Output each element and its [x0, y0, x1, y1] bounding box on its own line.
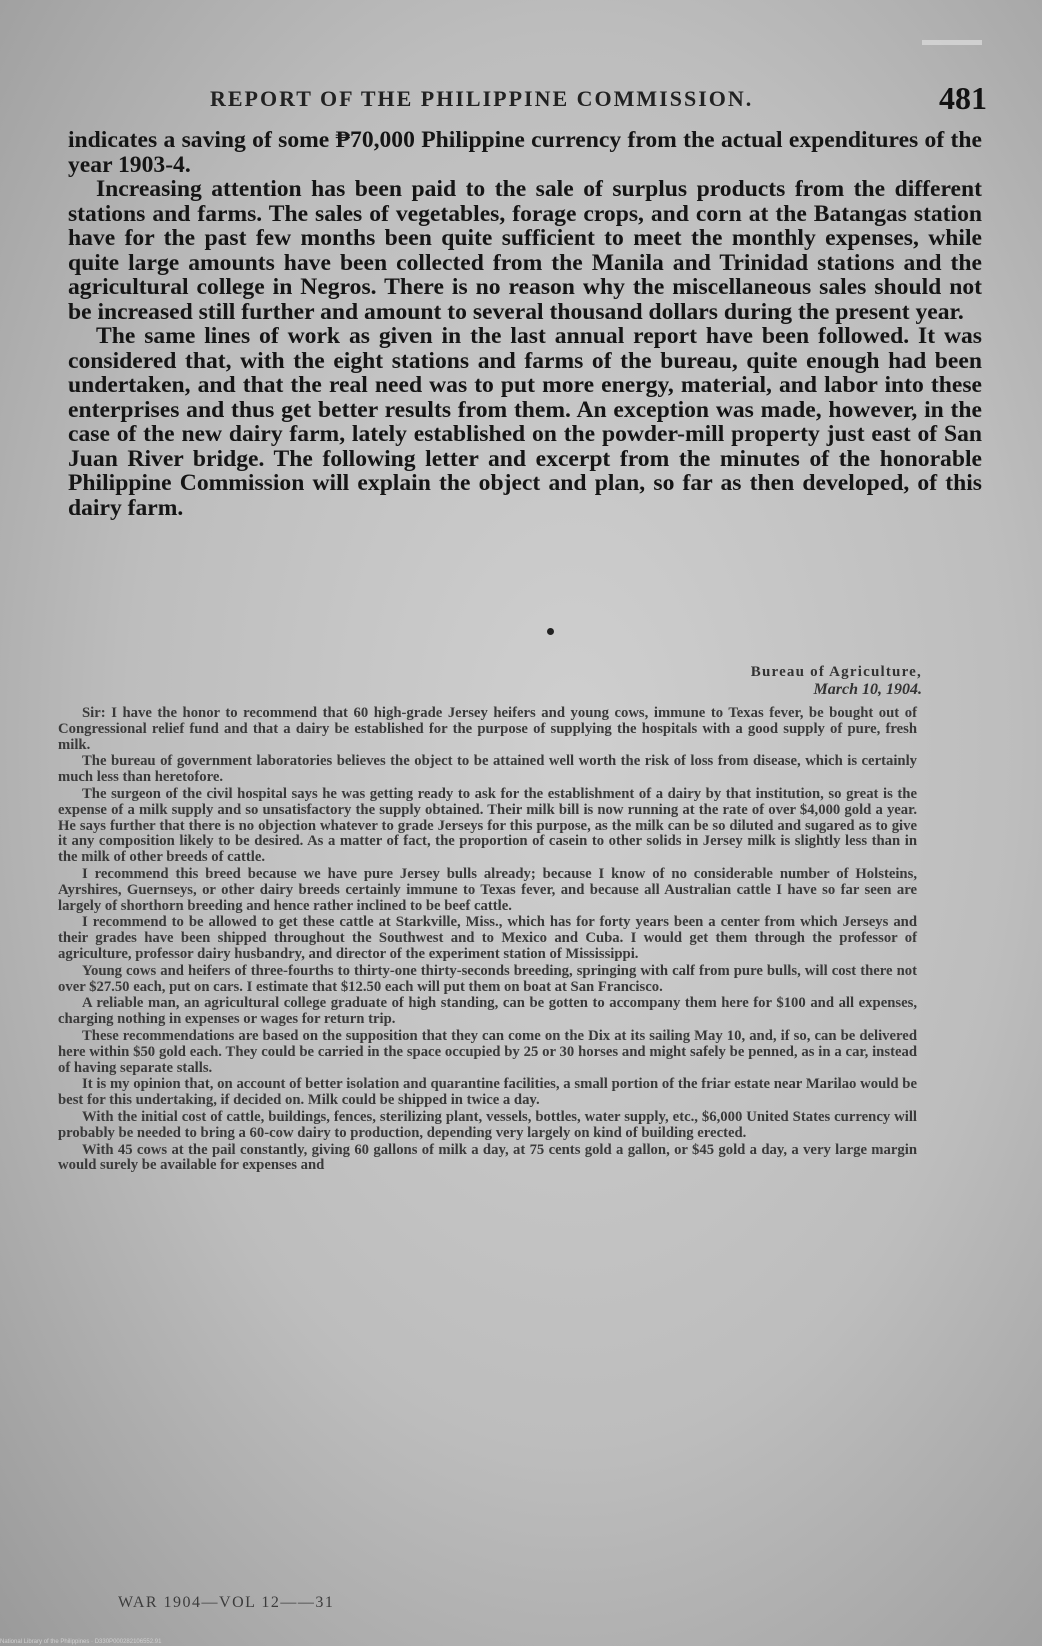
letter-date: March 10, 1904.: [813, 681, 922, 698]
separator-dot: [547, 628, 554, 635]
letter-paragraph: The bureau of government laboratories believes the object to be attained well worth the risk of loss from disease, which is certainly much less than heretofore.: [58, 753, 917, 786]
letter-paragraph: Sir: I have the honor to recommend that 60 high-grade Jersey heifers and young cows, immune to Texas fever, be bought out of Congressional relief fund and that a dairy be established for the purpose of supplying the hospitals with a good supply of pure, fresh milk.: [58, 705, 917, 753]
letter-paragraph: With the initial cost of cattle, buildings, fences, sterilizing plant, vessels, bottles, water supply, etc., $6,000 United States currency will probably be needed to bring a 60-cow dairy to production, depending very largely on kind of building erected.: [58, 1108, 917, 1141]
letter-organization: Bureau of Agriculture,: [750, 664, 922, 680]
letter-paragraph: Young cows and heifers of three-fourths to thirty-one thirty-seconds breeding, springing with calf from pure bulls, will cost there not over $27.50 each, put on cars. I estimate that $12.50 each will put them on boat at San Francisco.: [58, 962, 917, 995]
letter-paragraph: The surgeon of the civil hospital says he was getting ready to ask for the establishment of a dairy by that institution, so great is the expense of a milk supply and so unsatisfactory the supply obtained. Their milk bill is now running at the rate of over $4,000 gold a year. He says further that there is no objection whatever to grade Jerseys for this purpose, as the milk can be so diluted and sugared as to give it any composition likely to be desired. As a matter of fact, the proportion of casein to other solids in Jersey milk is slightly less than in the milk of other breeds of cattle.: [58, 785, 917, 866]
library-stamp: National Library of the Philippines · D330P000282106552.91: [0, 1639, 162, 1645]
letter-paragraph: These recommendations are based on the supposition that they can come on the Dix at its sailing May 10, and, if so, can be delivered here within $50 gold each. They could be carried in the space occupied by 25 or 30 horses and might safely be penned, as in a car, instead of having separate stalls.: [58, 1027, 917, 1076]
footer-signature: WAR 1904—VOL 12——31: [118, 1594, 335, 1611]
body-text: [68, 128, 982, 520]
letter-paragraph: With 45 cows at the pail constantly, giving 60 gallons of milk a day, at 75 cents gold a gallon, or $45 gold a day, a very large margin would surely be available for expenses and: [58, 1141, 917, 1174]
letter-paragraph: It is my opinion that, on account of better isolation and quarantine facilities, a small portion of the friar estate near Marilao would be best for this undertaking, if decided on. Milk could be shipped in twice a day.: [58, 1076, 917, 1109]
letter-body: [58, 706, 917, 1175]
page-number: 481: [939, 80, 987, 116]
letter-paragraph: I recommend to be allowed to get these cattle at Starkville, Miss., which has for forty years been a center from which Jerseys and their grades have been shipped throughout the Southwest and to Mexico and Cuba. I would get them through the professor of agriculture, professor dairy husbandry, and director of the experiment station of Mississippi.: [58, 914, 917, 962]
body-paragraph: indicates a saving of some ₱70,000 Philippine currency from the actual expenditures of the year 1903-4.: [68, 127, 982, 178]
letter-paragraph: A reliable man, an agricultural college graduate of high standing, can be gotten to accompany them here for $100 and all expenses, charging nothing in expenses or wages for return trip.: [58, 995, 917, 1028]
body-paragraph: Increasing attention has been paid to the sale of surplus products from the different stations and farms. The sales of vegetables, forage crops, and corn at the Batangas station have for the past few months been quite sufficient to meet the monthly expenses, while quite large amounts have been collected from the Manila and Trinidad stations and the agricultural college in Negros. There is no reason why the miscellaneous sales should not be increased still further and amount to several thousand dollars during the present year.: [68, 176, 982, 325]
page-header: [210, 80, 987, 124]
running-head: REPORT OF THE PHILIPPINE COMMISSION.: [210, 86, 754, 111]
letter-paragraph: I recommend this breed because we have pure Jersey bulls already; because I know of no considerable number of Holsteins, Ayrshires, Guernseys, or other dairy breeds certainly immune to Texas fever, and because all Australian cattle I have so far seen are largely of shorthorn breeding and hence rather inclined to be beef cattle.: [58, 865, 917, 914]
body-paragraph: The same lines of work as given in the last annual report have been followed. It was considered that, with the eight stations and farms of the bureau, quite enough had been undertaken, and that the real need was to put more energy, material, and labor into these enterprises and thus get better results from them. An exception was made, however, in the case of the new dairy farm, lately established on the powder-mill property just east of San Juan River bridge. The following letter and excerpt from the minutes of the honorable Philippine Commission will explain the object and plan, so far as then developed, of this dairy farm.: [68, 323, 982, 521]
scan-edge-mark: [922, 40, 982, 45]
letter-heading: [751, 664, 922, 699]
